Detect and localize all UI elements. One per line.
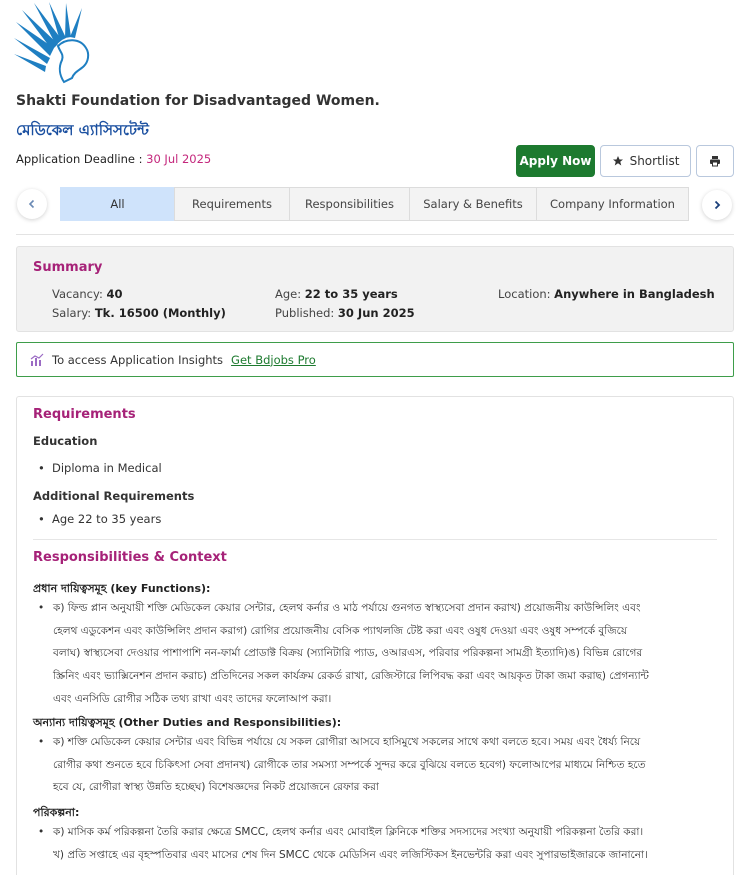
summary-published: Published: 30 Jun 2025 [275, 306, 415, 320]
tab-requirements[interactable]: Requirements [174, 187, 290, 221]
section-tabs [16, 186, 734, 222]
summary-heading: Summary [33, 260, 103, 275]
print-icon [709, 155, 721, 167]
education-label: Education [33, 434, 98, 448]
application-insights-banner [16, 342, 734, 377]
tabs-scroll-left-button[interactable] [17, 189, 47, 219]
responsibilities-heading: Responsibilities & Context [33, 550, 227, 565]
summary-vacancy: Vacancy: 40 [52, 287, 123, 301]
other-duties-list-item: • ক) শক্তি মেডিকেল কেয়ার সেন্টার এবং বিভিন্ন পর্যায়ে যে সকল রোগীরা আসবে হাসিমুখে সকলের সাথে কথা বলতে হবে। সময় এবং ধৈর্য্য নিয়ে রোগীর কথা শুনতে হবে চিকিৎসা সেবা প্রদানখ) রোগীকে তার সমস্যা সম্পর্কে সুন্দর করে বুঝিয়ে বলতে হবেগ) ফলোআপের মাধ্যমে নিশ্চিত হতে হবে যে, রোগীরা স্বাস্থ্য উন্নতি হচ্ছেঘ) বিশেষজ্ঞদের নিকট প্রয়োজনে রেফার করা [53, 731, 703, 799]
additional-requirements-label: Additional Requirements [33, 489, 195, 503]
job-details-card [16, 396, 734, 875]
deadline-date: 30 Jul 2025 [146, 152, 212, 166]
key-functions-label: প্রধান দায়িত্বসমূহ (key Functions): [33, 582, 211, 595]
insights-text: To access Application Insights [52, 352, 224, 367]
tab-company-information[interactable]: Company Information [536, 187, 689, 221]
tab-all[interactable]: All [60, 187, 175, 221]
bar-chart-icon [30, 353, 44, 367]
other-duties-label: অন্যান্য দায়িত্বসমূহ (Other Duties and Responsibilities): [33, 716, 342, 729]
tabs-scroll-right-button[interactable] [702, 190, 732, 220]
tab-responsibilities[interactable]: Responsibilities [289, 187, 410, 221]
additional-requirement-item: • Age 22 to 35 years [52, 512, 161, 526]
section-divider [33, 539, 717, 540]
chevron-right-icon [712, 200, 722, 210]
summary-card [16, 246, 734, 332]
star-icon [612, 155, 624, 167]
shortlist-label: Shortlist [629, 154, 680, 168]
requirements-heading: Requirements [33, 407, 136, 422]
deadline-label: Application Deadline : [16, 152, 147, 166]
print-button[interactable] [696, 145, 734, 177]
planning-list-item: • ক) মাসিক কর্ম পরিকল্পনা তৈরি করার ক্ষেত্রে SMCC, হেলথ কর্নার এবং মোবাইল ক্লিনিকে শক্তির সদস্যদের সংখ্যা অনুযায়ী পরিকল্পনা তৈরি করা। খ) প্রতি সপ্তাহে এর বৃহস্পতিবার এবং মাসের শেষ দিন SMCC থেকে মেডিসিন এবং লজিস্টিকস ইনভেন্টরি করা এবং সুপারভাইজারকে জানানো। [53, 821, 703, 866]
company-name: Shakti Foundation for Disadvantaged Women. [16, 93, 380, 109]
apply-now-button[interactable]: Apply Now [516, 145, 595, 177]
tab-salary-benefits[interactable]: Salary & Benefits [409, 187, 537, 221]
job-title: মেডিকেল এ্যাসিসটেন্ট [16, 121, 149, 139]
planning-label: পরিকল্পনা: [33, 806, 80, 819]
summary-salary: Salary: Tk. 16500 (Monthly) [52, 306, 226, 320]
company-logo [14, 2, 98, 84]
divider [16, 234, 734, 235]
get-bdjobs-pro-link[interactable]: Get Bdjobs Pro [231, 352, 316, 367]
summary-age: Age: 22 to 35 years [275, 287, 398, 301]
key-functions-list-item: • ক) ফিল্ড প্লান অনুযায়ী শক্তি মেডিকেল কেয়ার সেন্টার, হেলথ কর্নার ও মাঠ পর্যায়ে গুনগত স্বাস্থ্যসেবা প্রদান করাখ) প্রয়োজনীয় কাউন্সিলিং এবং হেলথ এডুকেশন এবং কাউন্সিলিং প্রদান করাগ) রোগির প্রয়োজনীয় বেসিক প্যাথলজি টেষ্ট করা এবং ওষুধ দেওয়া এবং ওষুধ সম্পর্কে বুজিয়ে বলাঘ) স্বাস্থ্যসেবা দেওয়ার পাশাপাশি নন-ফার্মা প্রোডাক্ট বিক্রয় (স্যানিটারি প্যাড, ওআরএস, পরিবার পরিকল্পনা সামগ্রী ইত্যাদি)ঙ) বিভিন্ন রোগের স্ক্রিনিং এবং ভ্যাক্সিনেশন প্রদান করাচ) প্রতিদিনের সকল কার্যক্রম রেকর্ড রাখা, রেজিস্টারে লিপিবদ্ধ করা এবং আয়কৃত টাকা জমা করাছ) প্রেগন্যান্ট এবং এনসিডি রোগীর সঠিক তথ্য রাখা এবং তাদের ফলোআপ করা। [53, 597, 703, 711]
summary-location: Location: Anywhere in Bangladesh [498, 287, 715, 301]
education-item: • Diploma in Medical [52, 461, 162, 475]
application-deadline [16, 152, 211, 166]
chevron-left-icon [27, 199, 37, 209]
shortlist-button[interactable] [600, 145, 691, 177]
